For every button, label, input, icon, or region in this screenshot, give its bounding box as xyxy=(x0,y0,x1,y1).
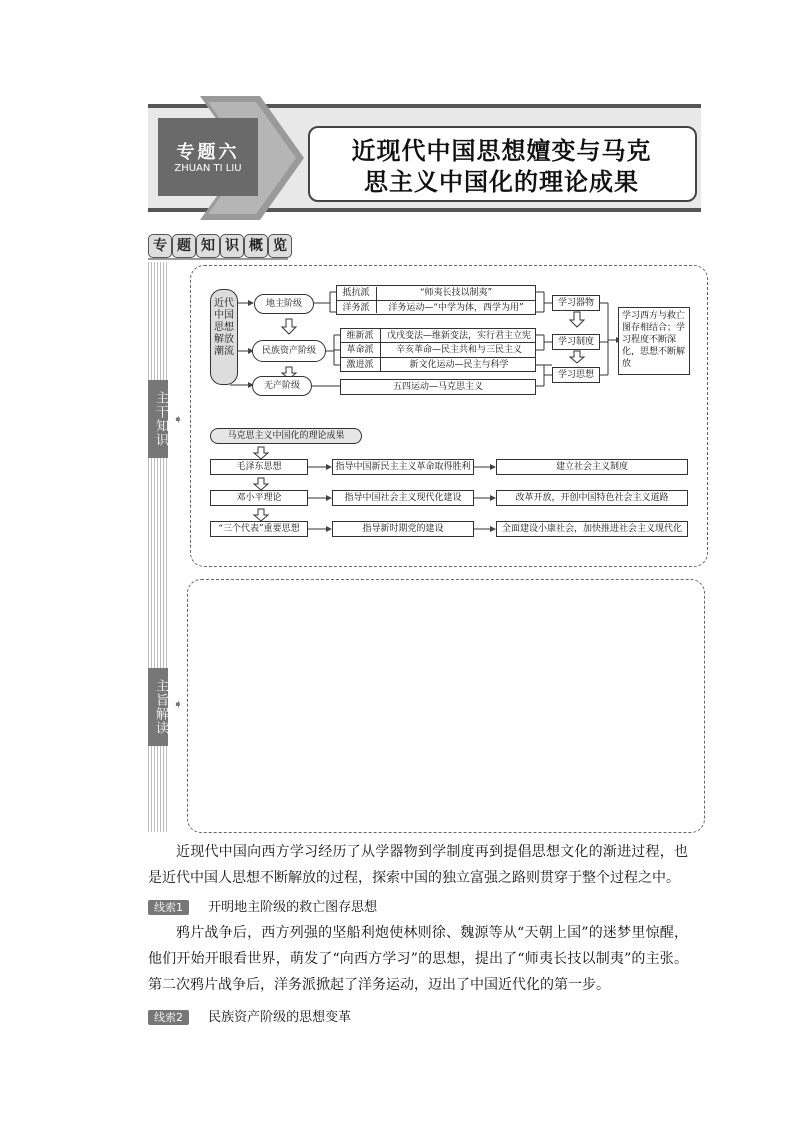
arrow-right-icon: ➧ xyxy=(173,697,184,711)
theory-result: 改革开放，开创中国特色社会主义道路 xyxy=(496,490,688,506)
school-name: 激进派 xyxy=(346,360,374,370)
clue2-heading xyxy=(148,1006,351,1025)
stream-label: 近代中国思想解放潮流 xyxy=(210,289,238,385)
side-label-main: 主干知识 xyxy=(148,380,168,458)
clue1-tag: 线索1 xyxy=(148,900,189,915)
class-bourgeoisie: 民族资产阶级 xyxy=(252,340,326,362)
section-tag-char: 专 xyxy=(148,234,172,258)
arrow-right-icon: ➧ xyxy=(173,412,184,426)
theory-name: 毛泽东思想 xyxy=(210,459,308,475)
school-name: 维新派 xyxy=(346,331,374,341)
class-proletariat: 无产阶级 xyxy=(252,376,312,396)
page-title-line1: 近现代中国思想嬗变与马克 xyxy=(351,137,652,165)
section-tag-char: 识 xyxy=(220,234,244,258)
page-title-line2: 思主义中国化的理论成果 xyxy=(364,168,639,196)
topic-badge-subtitle: ZHUAN TI LIU xyxy=(174,163,242,174)
topic-badge-title: 专题六 xyxy=(176,142,240,163)
clue2-tag: 线索2 xyxy=(148,1010,189,1025)
theory-result: 建立社会主义制度 xyxy=(496,459,688,475)
clue1-heading xyxy=(148,896,377,915)
section-tag-char: 概 xyxy=(244,234,268,258)
school-content: “师夷长技以制夷” xyxy=(419,288,493,298)
theory-name: “三个代表”重要思想 xyxy=(210,521,308,537)
marx-title: 马克思主义中国化的理论成果 xyxy=(210,428,362,444)
section-tag-char: 览 xyxy=(268,234,292,258)
school-name: 抵抗派 xyxy=(336,287,377,313)
proletariat-content: 五四运动—马克思主义 xyxy=(340,379,536,395)
school-name: 革命派 xyxy=(346,345,374,355)
school-content: 新文化运动—民主与科学 xyxy=(409,360,509,370)
school-content: 戊戌变法—维新变法，实行君主立宪 xyxy=(386,331,531,341)
school-content: 洋务运动—“中学为体，西学为用” xyxy=(388,303,524,313)
stage-thought: 学习思想 xyxy=(552,367,600,383)
theory-guide: 指导中国新民主主义革命取得胜利 xyxy=(332,459,474,475)
clue2-title: 民族资产阶级的思想变革 xyxy=(208,1010,352,1025)
table-divider xyxy=(380,328,381,372)
table-divider xyxy=(336,300,536,301)
theory-guide: 指导中国社会主义现代化建设 xyxy=(332,490,474,506)
theory-result: 全面建设小康社会，加快推进社会主义现代化 xyxy=(496,521,688,537)
section-tag-char: 题 xyxy=(172,234,196,258)
clue1-paragraph: 鸦片战争后，西方列强的坚船利炮使林则徐、魏源等从“天朝上国”的迷梦里惊醒，他们开始开眼看世界，萌发了“向西方学习”的思想，提出了“师夷长技以制夷”的主张。第二次鸦片战争后，洋务派掀起了洋务运动，迈出了中国近代化的第一步。 xyxy=(148,925,688,993)
intro-paragraph: 近现代中国向西方学习经历了从学器物到学制度再到提倡思想文化的渐进过程，也是近代中国人思想不断解放的过程，探索中国的独立富强之路则贯穿于整个过程之中。 xyxy=(148,844,688,886)
theory-name: 邓小平理论 xyxy=(210,490,308,506)
summary-box: 学习西方与救亡图存相结合；学习程度不断深化，思想不断解放 xyxy=(618,307,690,375)
stage-systems: 学习制度 xyxy=(552,334,600,350)
side-strip xyxy=(148,262,168,832)
table-divider xyxy=(340,342,536,343)
clue1-title: 开明地主阶级的救亡图存思想 xyxy=(208,900,378,915)
stage-objects: 学习器物 xyxy=(552,295,600,311)
school-content: 辛亥革命—民主共和与三民主义 xyxy=(395,345,522,355)
school-name: 洋务派 xyxy=(342,303,370,313)
table-divider xyxy=(340,357,536,358)
section-tag-char: 知 xyxy=(196,234,220,258)
section-tag-underline xyxy=(148,258,288,260)
class-landlord: 地主阶级 xyxy=(254,294,314,314)
side-label-theme: 主旨解读 xyxy=(148,668,168,746)
theory-guide: 指导新时期党的建设 xyxy=(332,521,474,537)
theme-panel xyxy=(187,579,705,833)
